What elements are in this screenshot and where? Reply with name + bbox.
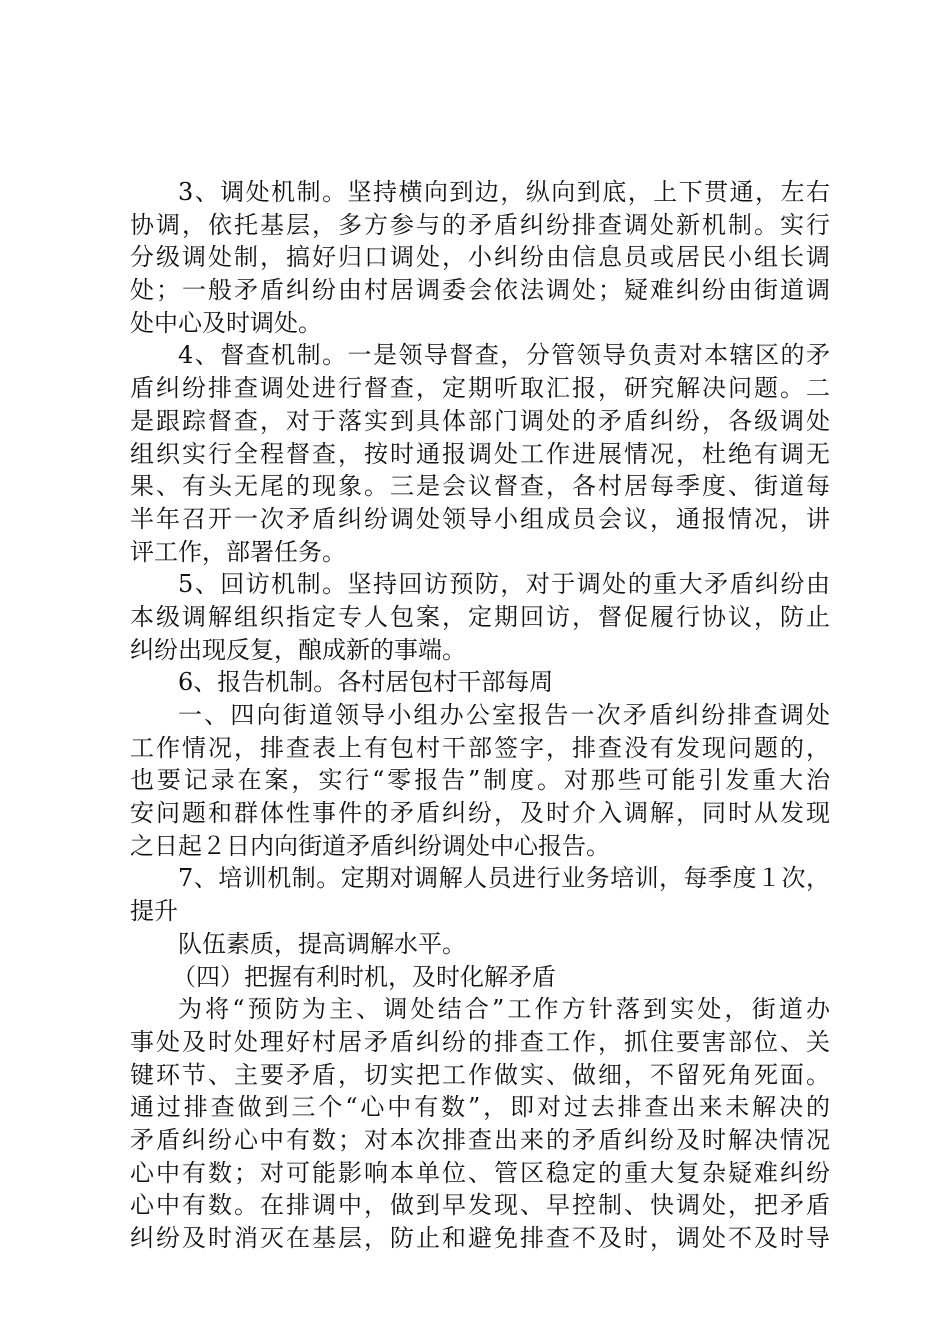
text-line: 协调，依托基层，多方参与的矛盾纠纷排查调处新机制。实行 [130,210,830,239]
text-line: 7、培训机制。定期对调解人员进行业务培训，每季度１次， [178,864,830,893]
text-line: 工作情况，排查表上有包村干部签字，排查没有发现问题的， [130,733,830,762]
text-line: 3、调处机制。坚持横向到边，纵向到底，上下贯通，左右 [178,178,830,206]
text-line: 矛盾纠纷心中有数；对本次排查出来的矛盾纠纷及时解决情况 [130,1125,830,1154]
text-line: 事处及时处理好村居矛盾纠纷的排查工作，抓住要害部位、关 [130,1027,830,1056]
document-body [130,176,830,1255]
text-line: 心中有数。在排调中，做到早发现、早控制、快调处，把矛盾 [130,1191,830,1220]
text-line: 之日起２日内向街道矛盾纠纷调处中心报告。 [130,831,610,860]
text-line: 分级调处制，搞好归口调处，小纠纷由信息员或居民小组长调 [130,243,830,272]
text-line: 心中有数；对可能影响本单位、管区稳定的重大复杂疑难纠纷 [130,1158,830,1187]
text-line: 组织实行全程督查，按时通报调处工作进展情况，杜绝有调无 [130,439,830,468]
text-line: 安问题和群体性事件的矛盾纠纷，及时介入调解，同时从发现 [130,799,830,828]
text-line: 5、回访机制。坚持回访预防，对于调处的重大矛盾纠纷由 [178,570,830,599]
text-line: 也要记录在案，实行“零报告”制度。对那些可能引发重大治 [130,766,830,795]
text-line: 本级调解组织指定专人包案，定期回访，督促履行协议，防止 [130,602,830,631]
text-line: 纠纷及时消灭在基层，防止和避免排查不及时，调处不及时导 [130,1224,830,1252]
text-line: 是跟踪督查，对于落实到具体部门调处的矛盾纠纷，各级调处 [130,406,830,435]
text-line: 纠纷出现反复，酿成新的事端。 [130,635,466,664]
text-line: 果、有头无尾的现象。三是会议督查，各村居每季度、街道每 [130,472,830,501]
text-line: 提升 [130,897,178,926]
text-line: 键环节、主要矛盾，切实把工作做实、做细，不留死角死面。 [130,1060,830,1089]
text-line: 半年召开一次矛盾纠纷调处领导小组成员会议，通报情况，讲 [130,504,830,533]
text-line: 6、报告机制。各村居包村干部每周 [178,668,554,697]
text-line: 处中心及时调处。 [130,308,322,337]
text-line: 盾纠纷排查调处进行督查，定期听取汇报，研究解决问题。二 [130,374,830,403]
section-heading: （四）把握有利时机，及时化解矛盾 [172,962,556,991]
text-line: 为将“预防为主、调处结合”工作方针落到实处，街道办 [178,995,830,1024]
text-line: 队伍素质，提高调解水平。 [178,929,466,958]
text-line: 一、四向街道领导小组办公室报告一次矛盾纠纷排查调处 [178,701,830,729]
text-line: 4、督查机制。一是领导督查，分管领导负责对本辖区的矛 [178,341,830,370]
text-line: 处；一般矛盾纠纷由村居调委会依法调处；疑难纠纷由街道调 [130,276,830,305]
text-line: 评工作，部署任务。 [130,537,346,566]
text-line: 通过排查做到三个“心中有数”，即对过去排查出来未解决的 [130,1093,830,1122]
